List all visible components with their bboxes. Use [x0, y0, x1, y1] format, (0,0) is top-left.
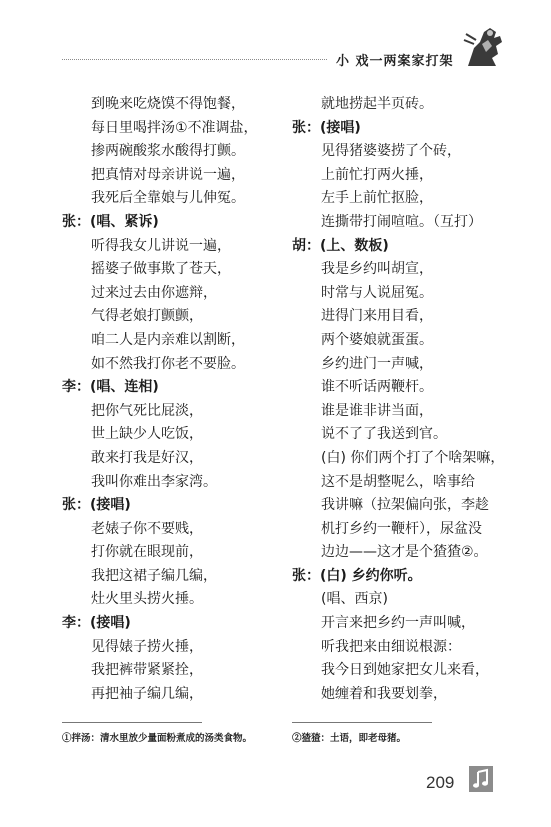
music-note-icon	[469, 766, 493, 792]
speaker-line: 李：(唱、连相)	[62, 379, 159, 396]
speaker-line: 张：(接唱)	[62, 497, 131, 514]
text-line: 谁是谁非讲当面，	[321, 402, 433, 419]
speaker-line: 胡：(上、数板)	[292, 237, 389, 254]
text-line: 就地捞起半页砖。	[321, 96, 433, 112]
text-line: 边边——这才是个猹猹②。	[321, 544, 488, 561]
text-line: 气得老娘打颤颤，	[91, 308, 203, 325]
speaker-line: 李：(接唱)	[62, 615, 131, 632]
speaker-line: 张：(接唱)	[292, 119, 361, 136]
text-line: 左手上前忙抠脸，	[321, 190, 433, 207]
text-line: 见得婊子捞火捶，	[91, 638, 203, 655]
left-text-column	[62, 93, 287, 706]
text-line: 咱二人是内亲难以割断，	[91, 331, 245, 348]
text-line: 过来过去由你遮辩，	[91, 284, 217, 301]
text-line: 听我把来由细说根源：	[321, 638, 461, 655]
text-line: 敢来打我是好汉，	[91, 449, 203, 466]
text-line: 把真情对母亲讲说一遍，	[91, 166, 245, 183]
text-line: 每日里喝拌汤①不准调盐，	[91, 119, 258, 136]
text-line: 她缠着和我要划拳，	[321, 685, 447, 702]
text-line: 进得门来用目看，	[321, 308, 433, 325]
text-line: 机打乡约一鞭杆），尿盆没	[321, 520, 482, 537]
text-line: 乡约进门一声喊，	[321, 355, 433, 372]
footnote-rule-left	[62, 722, 202, 723]
footnote-rule-right	[292, 722, 432, 723]
text-line: 灶火里头捞火捶。	[91, 591, 203, 608]
text-line: 谁不听话两鞭杆。	[321, 379, 433, 396]
text-line: 老婊子你不要贱，	[91, 520, 203, 537]
speaker-line: 张：(唱、紧诉)	[62, 213, 159, 230]
text-line: 听得我女儿讲说一遍，	[91, 237, 231, 254]
text-line: (唱、西京)	[321, 591, 388, 608]
header-rule	[62, 59, 327, 60]
text-line: 我死后全靠娘与儿伸冤。	[91, 190, 245, 207]
text-line: 说不了了我送到官。	[321, 426, 447, 443]
footnote-right: ②猹猹：土语，即老母猪。	[292, 733, 407, 744]
opera-figure-emblem	[462, 24, 506, 68]
speaker-line: 张：(白) 乡约你听。	[292, 567, 422, 584]
text-line: 我讲嘛（拉架偏向张，李趁	[321, 497, 489, 514]
header-title: 小 戏一两案家打架	[336, 54, 454, 69]
text-line: (白) 你们两个打了个啥架嘛，	[321, 449, 505, 466]
text-line: 我把裤带紧紧拴，	[91, 662, 203, 679]
text-line: 上前忙打两火捶，	[321, 166, 433, 183]
text-line: 如不然我打你老不要脸。	[91, 355, 245, 372]
text-line: 我叫你难出李家湾。	[91, 473, 217, 490]
text-line: 到晚来吃烧馍不得饱餐，	[91, 96, 245, 112]
text-line: 摇婆子做事欺了苍天，	[91, 261, 231, 278]
text-line: 连撕带打闹喧喧。（互打）	[321, 213, 482, 230]
text-line: 我今日到她家把女儿来看，	[321, 662, 489, 679]
text-line: 开言来把乡约一声叫喊，	[321, 615, 475, 632]
right-text-column	[292, 93, 505, 706]
text-line: 再把袖子编几编，	[91, 685, 203, 702]
text-line: 时常与人说屈冤。	[321, 284, 433, 301]
footnote-left: ①拌汤：清水里放少量面粉煮成的汤类食物。	[62, 733, 253, 744]
text-line: 我是乡约叫胡宣，	[321, 261, 433, 278]
page-number: 209	[426, 773, 455, 792]
text-line: 掺两碗酸浆水酸得打颤。	[91, 143, 245, 160]
text-line: 两个婆娘就蛋蛋。	[321, 331, 433, 348]
text-line: 见得猪婆婆捞了个砖，	[321, 143, 461, 160]
text-line: 我把这裙子编几编，	[91, 567, 217, 584]
text-line: 这不是胡整呢么，啥事给	[321, 473, 475, 490]
text-line: 把你气死比屁淡，	[91, 402, 203, 419]
text-line: 打你就在眼现前，	[91, 544, 203, 561]
text-line: 世上缺少人吃饭，	[91, 426, 203, 443]
